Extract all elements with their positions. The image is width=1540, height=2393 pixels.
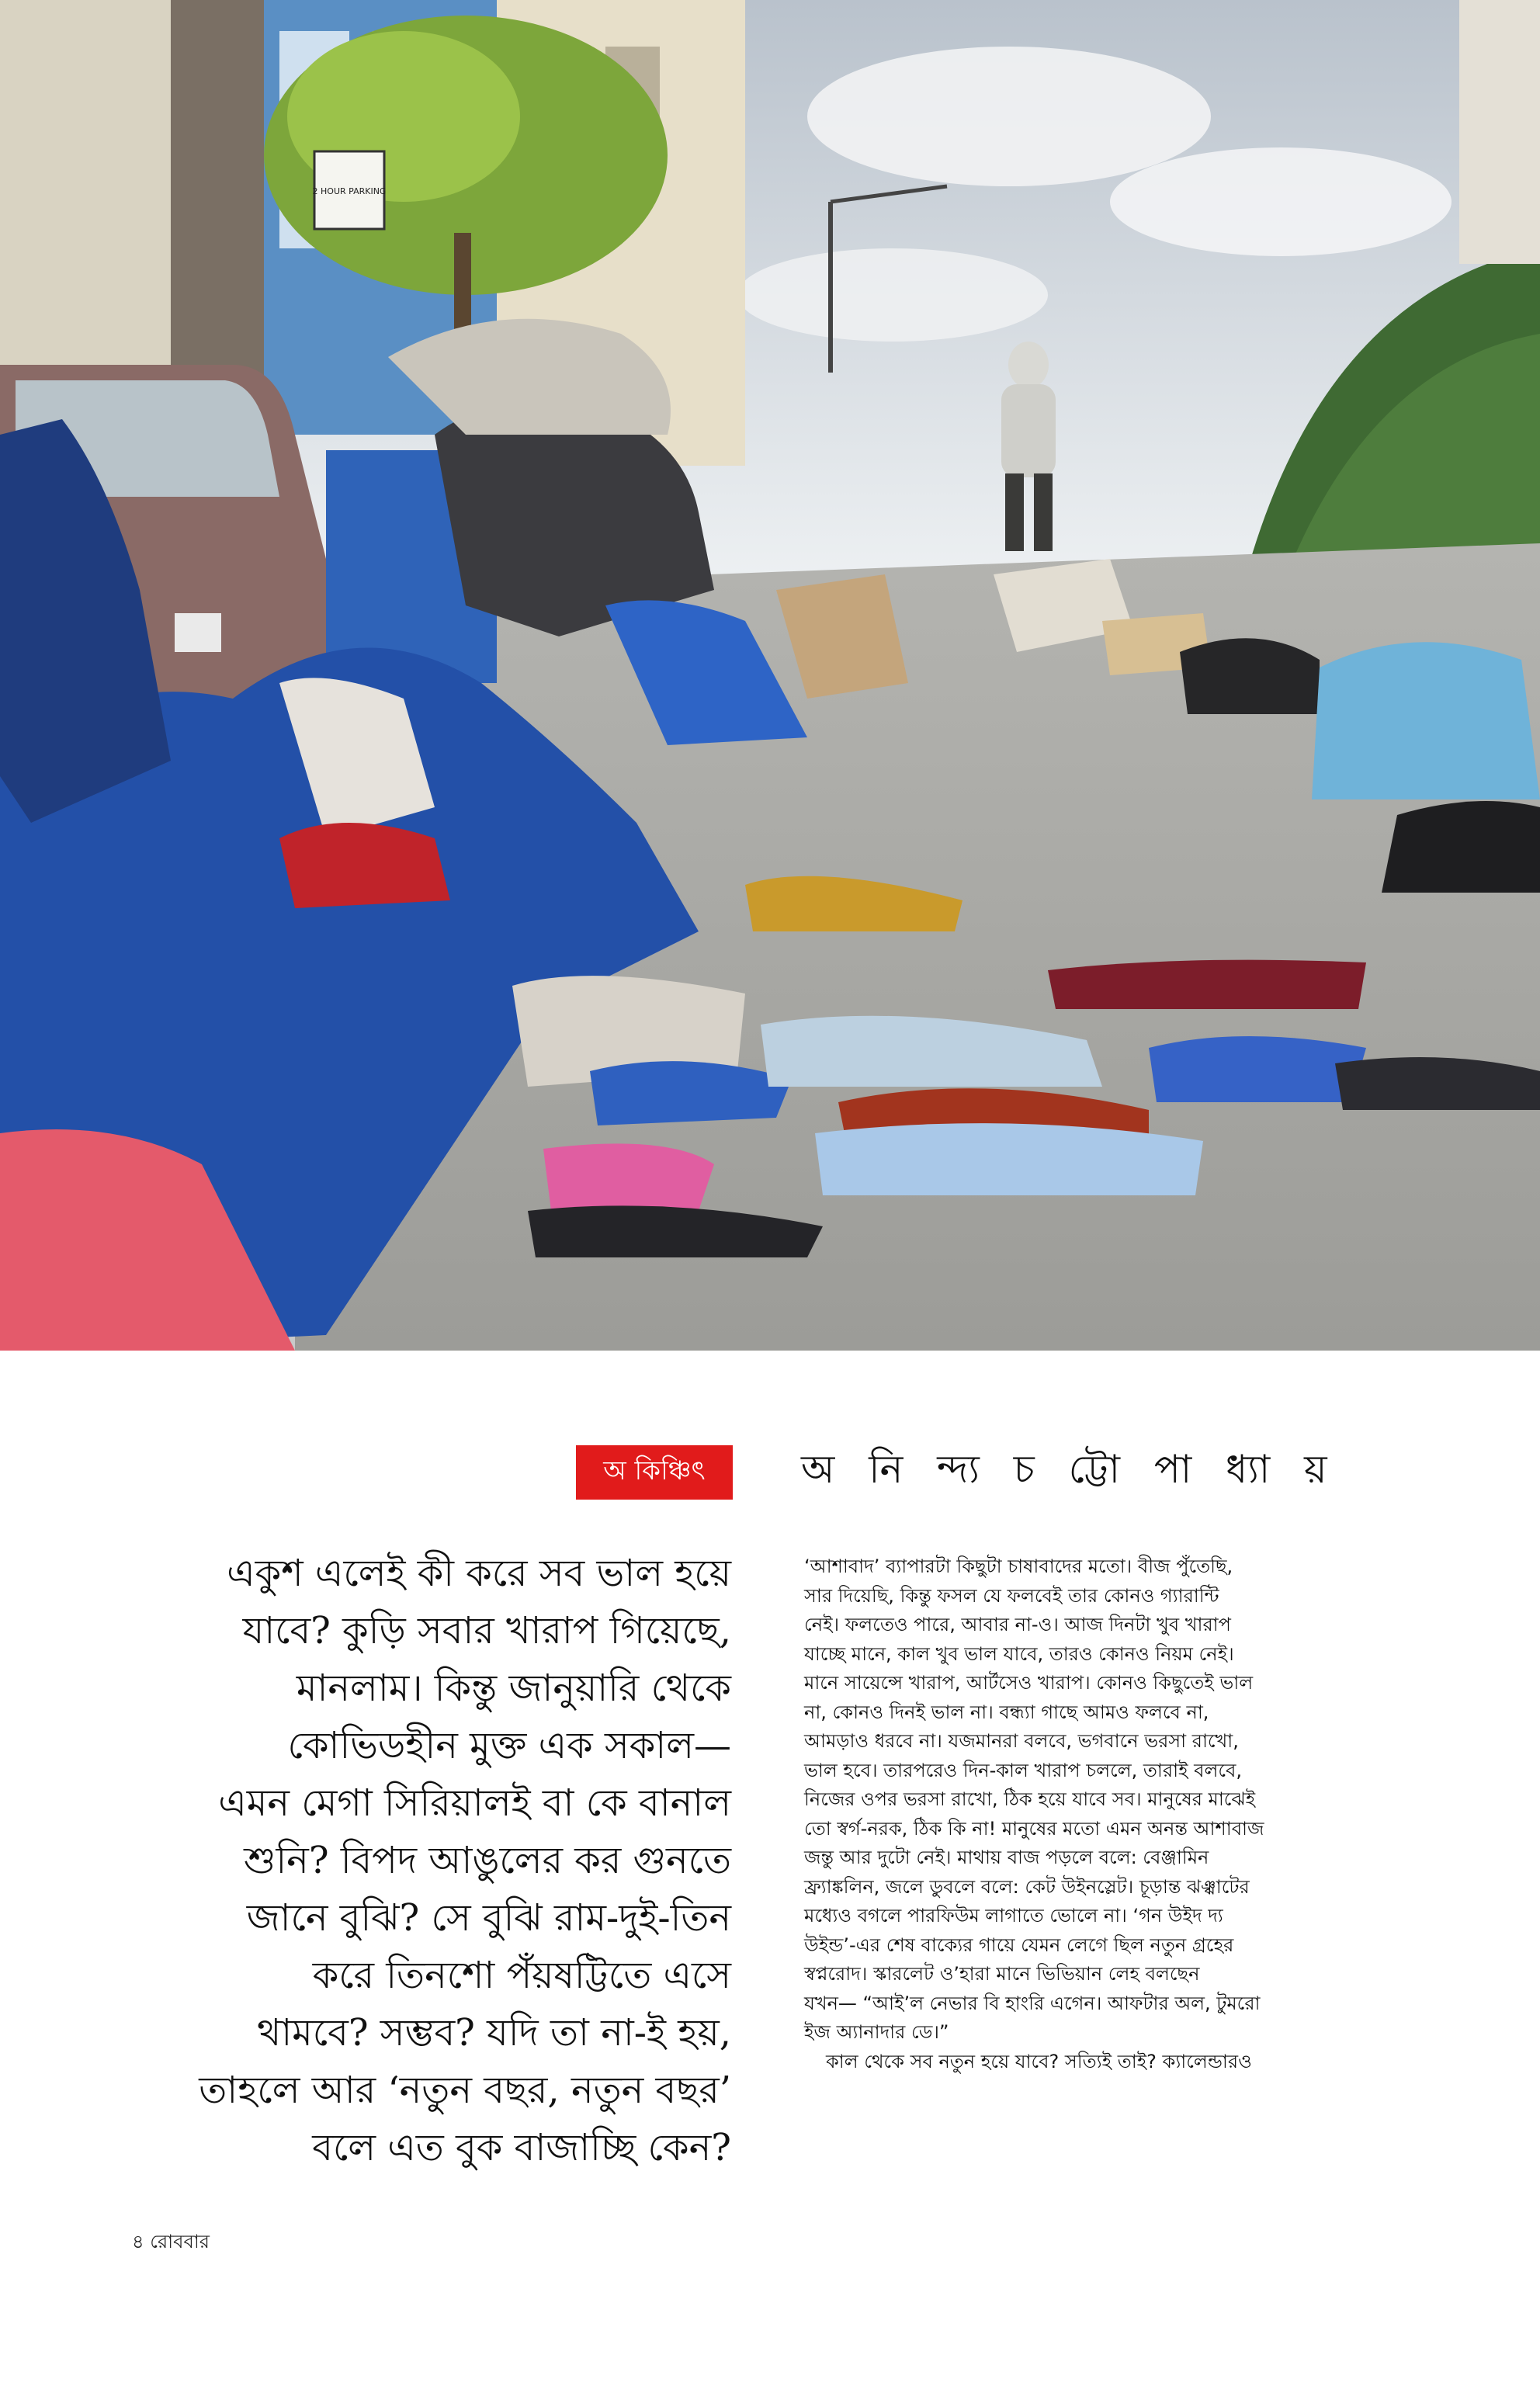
standfirst-line: শুনি? বিপদ আঙুলের কর গুনতে bbox=[244, 1839, 731, 1882]
standfirst-line: যাবে? কুড়ি সবার খারাপ গিয়েছে, bbox=[242, 1609, 731, 1653]
body-line: ইজ অ্যানাদার ডে।” bbox=[804, 2021, 949, 2043]
body-line: নেই। ফলতেও পারে, আবার না-ও। আজ দিনটা খুব খারাপ bbox=[804, 1614, 1231, 1635]
body-line: ভাল হবে। তারপরেও দিন-কাল খারাপ চললে, তারাই বলবে, bbox=[804, 1759, 1243, 1781]
standfirst-line: মানলাম। কিন্তু জানুয়ারি থেকে bbox=[296, 1666, 731, 1710]
standfirst bbox=[116, 1545, 731, 2176]
byline: অ নি ন্দ্য চ ট্টো পা ধ্যা য় bbox=[801, 1446, 1338, 1492]
body-line: তো স্বর্গ-নরক, ঠিক কি না! মানুষের মতো এমন অনন্ত আশাবাজ bbox=[804, 1817, 1264, 1840]
rubbish-bag-right bbox=[1312, 642, 1540, 799]
body-line: জন্তু আর দুটো নেই। মাথায় বাজ পড়লে বলে: বেঞ্জামিন bbox=[804, 1847, 1209, 1868]
standfirst-line: জানে বুঝি? সে বুঝি রাম-দুই-তিন bbox=[246, 1896, 731, 1940]
standfirst-line: বলে এত বুক বাজাচ্ছি কেন? bbox=[312, 2126, 731, 2169]
body-line: স্বপ্নরোদ। স্কারলেট ও’হারা মানে ভিভিয়ান লেহ বলছেন bbox=[804, 1963, 1200, 1985]
body-line-new-paragraph: কাল থেকে সব নতুন হয়ে যাবে? সত্যিই তাই? ক্যালেন্ডারও bbox=[826, 2050, 1252, 2072]
body-line: নিজের ওপর ভরসা রাখো, ঠিক হয়ে যাবে সব। মানুষের মাঝেই bbox=[804, 1788, 1256, 1810]
body-line: উইন্ড’-এর শেষ বাক্যের গায়ে যেমন লেগে ছিল নতুন গ্রহের bbox=[804, 1933, 1234, 1956]
body-line: সার দিয়েছি, কিন্তু ফসল যে ফলবেই তার কোনও গ্যারান্টি bbox=[804, 1584, 1219, 1607]
body-line: আমড়াও ধরবে না। যজমানরা বলবে, ভগবানে ভরসা রাখো, bbox=[804, 1730, 1239, 1752]
standfirst-line: কোভিডহীন মুক্ত এক সকাল— bbox=[287, 1724, 731, 1767]
body-line: ‘আশাবাদ’ ব্যাপারটা কিছুটা চাষাবাদের মতো। বীজ পুঁতেছি, bbox=[804, 1555, 1233, 1577]
body-line: যখন— “আই’ল নেভার বি হাংরি এগেন। আফটার অল, টুমরো bbox=[804, 1992, 1261, 2014]
body-line: মধ্যেও বগলে পারফিউম লাগাতে ভোলে না। ‘গন উইদ দ্য bbox=[804, 1905, 1223, 1927]
column-tag: অ কিঞ্চিৎ bbox=[576, 1445, 733, 1500]
parking-sign-text: 2 HOUR PARKING bbox=[312, 186, 387, 196]
body-line: ফ্র্যাঙ্কলিন, জলে ডুবলে বলে: কেট উইনস্লেট। চূড়ান্ত ঝঞ্ঝাটের bbox=[804, 1875, 1250, 1898]
standfirst-line: তাহলে আর ‘নতুন বছর, নতুন বছর’ bbox=[199, 2069, 731, 2112]
standfirst-line: থামবে? সম্ভব? যদি তা না-ই হয়, bbox=[257, 2011, 731, 2055]
body-line: মানে সায়েন্সে খারাপ, আর্টসেও খারাপ। কোনও কিছুতেই ভাল bbox=[804, 1672, 1254, 1694]
page-folio: ৪ রোববার bbox=[132, 2231, 210, 2253]
body-copy bbox=[804, 1552, 1425, 2076]
standfirst-line: একুশ এলেই কী করে সব ভাল হয়ে bbox=[227, 1552, 731, 1595]
standfirst-line: এমন মেগা সিরিয়ালই বা কে বানাল bbox=[218, 1781, 731, 1825]
body-line: না, কোনও দিনই ভাল না। বন্ধ্যা গাছে আমও ফলবে না, bbox=[804, 1701, 1209, 1723]
standfirst-line: করে তিনশো পঁয়ষট্টিতে এসে bbox=[312, 1954, 731, 1997]
body-line: যাচ্ছে মানে, কাল খুব ভাল যাবে, তারও কোনও নিয়ম নেই। bbox=[804, 1642, 1234, 1665]
